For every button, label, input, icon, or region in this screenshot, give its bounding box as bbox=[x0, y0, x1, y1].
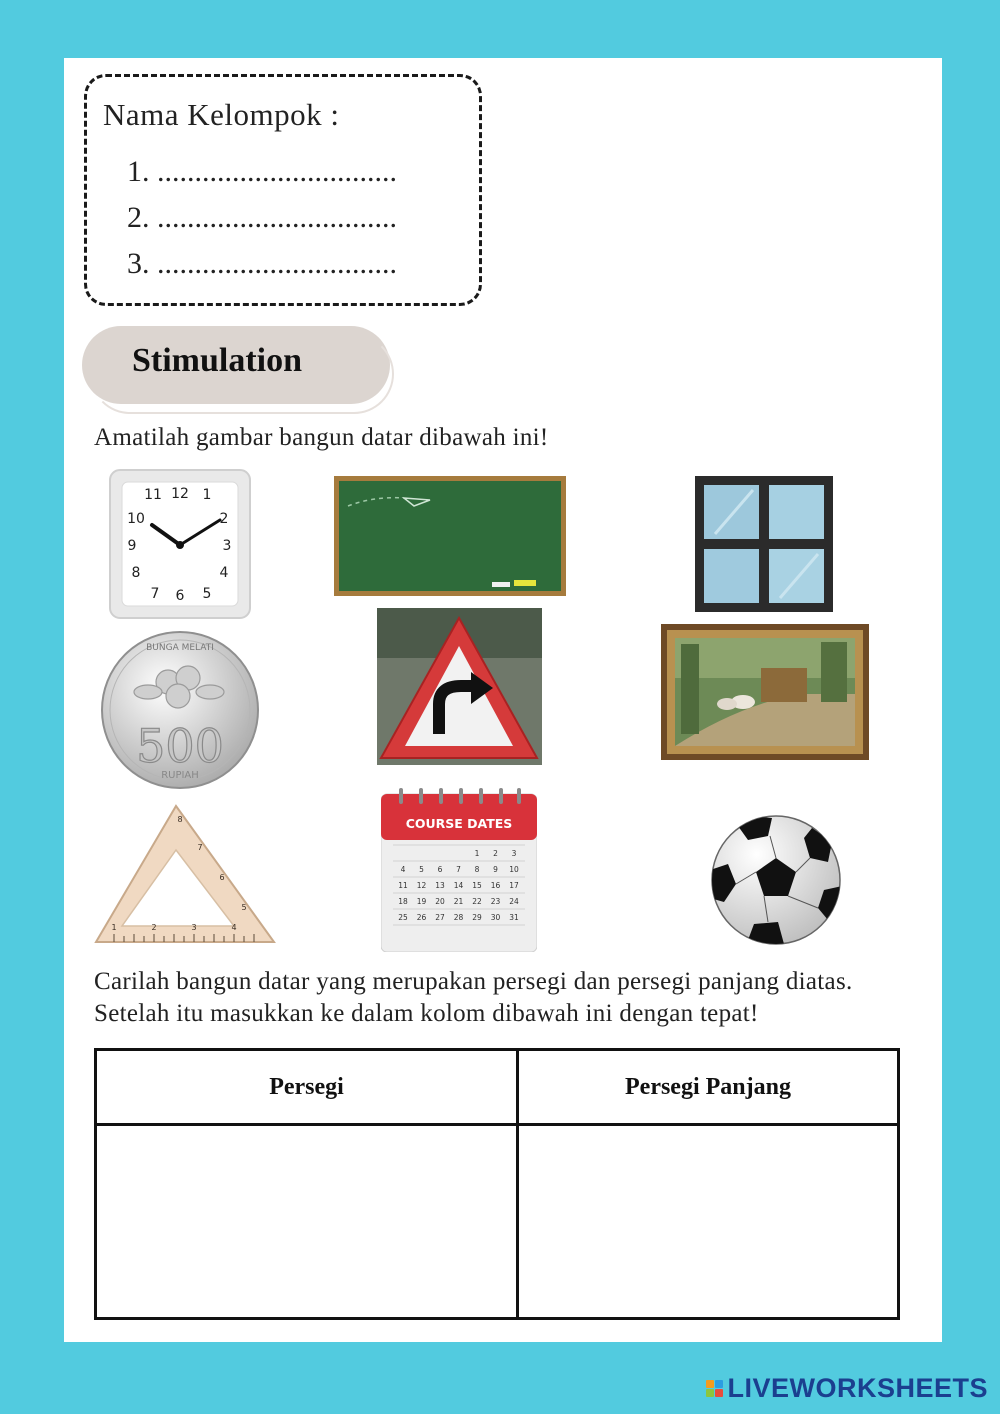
calendar-day: 4 bbox=[400, 865, 406, 874]
group-member-line-1[interactable]: 1. ................................ bbox=[127, 155, 397, 188]
logo-square-v bbox=[706, 1389, 714, 1397]
coin-value: 500 bbox=[136, 719, 224, 773]
calendar-day: 19 bbox=[416, 897, 427, 906]
coin-top-text: BUNGA MELATI bbox=[146, 643, 214, 653]
calendar-day: 10 bbox=[509, 865, 519, 874]
logo-square-l bbox=[706, 1380, 714, 1388]
drop-zone-persegi-panjang[interactable] bbox=[518, 1125, 899, 1319]
calendar-title: COURSE DATES bbox=[405, 816, 513, 831]
ruler-mark-4: 4 bbox=[231, 923, 237, 932]
window-image bbox=[695, 476, 833, 612]
logo-square-i bbox=[715, 1380, 723, 1388]
ruler-mark-5: 5 bbox=[241, 903, 247, 912]
liveworksheets-logo[interactable] bbox=[706, 1373, 988, 1404]
calendar-day: 28 bbox=[453, 913, 464, 922]
ruler-mark-3: 3 bbox=[191, 923, 197, 932]
calendar-day: 31 bbox=[509, 913, 519, 922]
calendar-day: 21 bbox=[453, 897, 464, 906]
calendar-day: 16 bbox=[490, 881, 501, 890]
soccer-ball-image bbox=[708, 812, 844, 948]
ruler-mark-8: 8 bbox=[177, 815, 183, 824]
calendar-day: 20 bbox=[435, 897, 445, 906]
calendar-day: 24 bbox=[509, 897, 519, 906]
clock-num-3: 3 bbox=[222, 538, 232, 554]
answer-table bbox=[94, 1048, 900, 1320]
calendar-day: 23 bbox=[490, 897, 501, 906]
clock-num-2: 2 bbox=[219, 511, 229, 527]
calendar-day: 14 bbox=[453, 881, 464, 890]
column-header-persegi: Persegi bbox=[96, 1050, 518, 1125]
clock-num-11: 11 bbox=[144, 487, 162, 503]
calendar-day: 5 bbox=[419, 865, 424, 874]
instruction-find-line-1: Carilah bangun datar yang merupakan persegi dan persegi panjang diatas. bbox=[94, 968, 853, 995]
calendar-day: 11 bbox=[398, 881, 408, 890]
ruler-mark-7: 7 bbox=[197, 843, 203, 852]
calendar-day: 6 bbox=[437, 865, 443, 874]
painting-image bbox=[661, 624, 869, 760]
clock-num-4: 4 bbox=[219, 565, 229, 581]
calendar-day: 22 bbox=[472, 897, 482, 906]
liveworksheets-brand-text: LIVEWORKSHEETS bbox=[727, 1373, 988, 1403]
clock-num-8: 8 bbox=[131, 565, 141, 581]
drop-zone-persegi[interactable] bbox=[96, 1125, 518, 1319]
clock-num-1: 1 bbox=[202, 487, 212, 503]
triangle-ruler-image bbox=[94, 802, 278, 948]
ruler-mark-6: 6 bbox=[219, 873, 225, 882]
calendar-day: 29 bbox=[472, 913, 482, 922]
calendar-day: 7 bbox=[456, 865, 461, 874]
clock-num-6: 6 bbox=[175, 588, 185, 604]
clock-image bbox=[108, 468, 252, 620]
calendar-day: 27 bbox=[435, 913, 445, 922]
group-name-title: Nama Kelompok : bbox=[103, 97, 340, 132]
calendar-day: 1 bbox=[474, 849, 480, 858]
clock-num-5: 5 bbox=[202, 586, 212, 602]
ruler-mark-2: 2 bbox=[151, 923, 157, 932]
calendar-day: 30 bbox=[490, 913, 501, 922]
clock-num-12: 12 bbox=[171, 486, 189, 502]
liveworksheets-logo-icon bbox=[706, 1380, 723, 1397]
coin-image bbox=[100, 630, 260, 790]
calendar-day: 17 bbox=[509, 881, 519, 890]
calendar-day: 12 bbox=[416, 881, 427, 890]
group-name-box bbox=[84, 74, 482, 306]
calendar-image bbox=[381, 788, 537, 952]
calendar-day: 15 bbox=[472, 881, 482, 890]
group-member-line-2[interactable]: 2. ................................ bbox=[127, 201, 397, 234]
calendar-day: 13 bbox=[435, 881, 445, 890]
road-sign-image bbox=[377, 608, 542, 765]
calendar-day: 26 bbox=[416, 913, 427, 922]
ruler-mark-1: 1 bbox=[111, 923, 117, 932]
group-member-line-3[interactable]: 3. ................................ bbox=[127, 247, 397, 280]
section-title: Stimulation bbox=[132, 342, 303, 379]
calendar-day: 18 bbox=[398, 897, 408, 906]
chalkboard-image bbox=[334, 476, 566, 596]
worksheet-page bbox=[64, 58, 942, 1342]
logo-square-e bbox=[715, 1389, 723, 1397]
clock-num-10: 10 bbox=[127, 511, 145, 527]
calendar-day: 2 bbox=[493, 849, 498, 858]
clock-num-9: 9 bbox=[127, 538, 137, 554]
calendar-day: 9 bbox=[493, 865, 498, 874]
instruction-find-line-2: Setelah itu masukkan ke dalam kolom dibawah ini dengan tepat! bbox=[94, 1000, 759, 1027]
calendar-day: 25 bbox=[398, 913, 408, 922]
coin-bottom-text: RUPIAH bbox=[161, 770, 199, 781]
instruction-observe: Amatilah gambar bangun datar dibawah ini! bbox=[94, 424, 549, 451]
calendar-day: 8 bbox=[474, 865, 480, 874]
clock-num-7: 7 bbox=[150, 586, 160, 602]
calendar-day: 3 bbox=[511, 849, 517, 858]
column-header-persegi-panjang: Persegi Panjang bbox=[518, 1050, 899, 1125]
